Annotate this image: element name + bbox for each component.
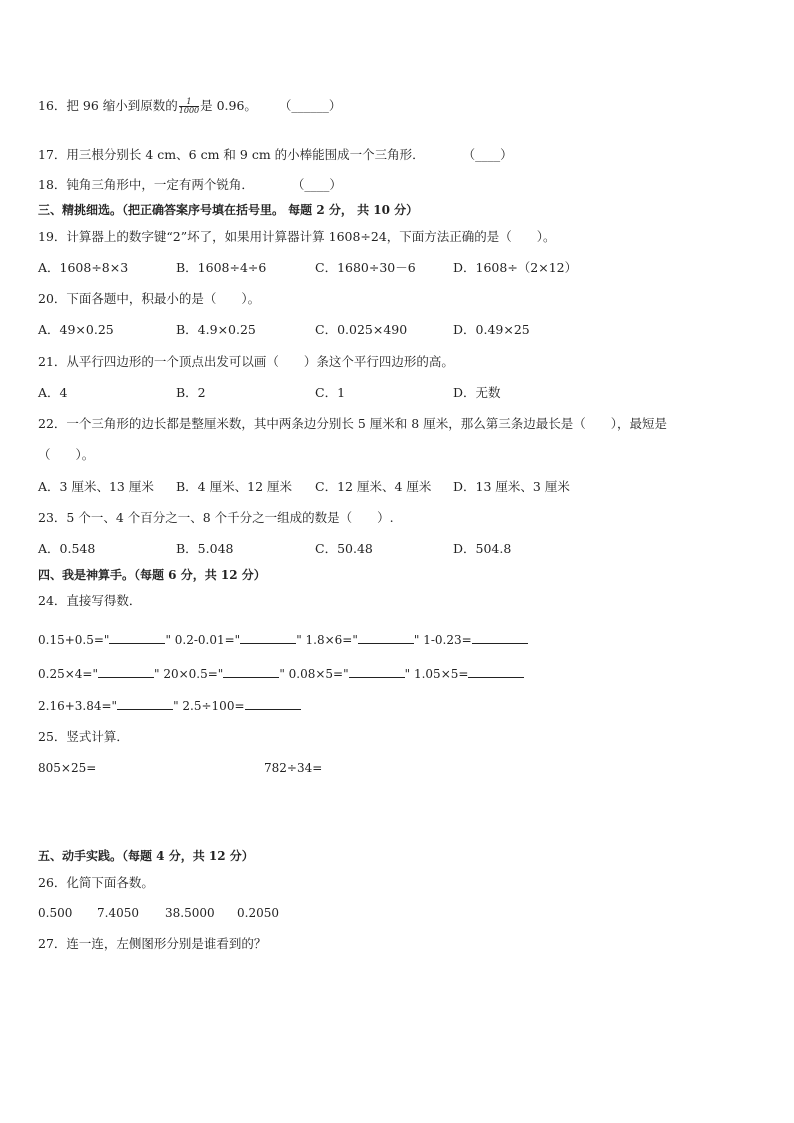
q20-option-d[interactable]: D．0.49×25: [453, 322, 530, 337]
question-19: 19．计算器上的数字键“2”坏了，如果用计算器计算 1608÷24，下面方法正确的是（ ）。: [38, 229, 556, 244]
q24-expr: " 1.8×6=": [296, 633, 358, 647]
q23-option-a[interactable]: A．0.548: [38, 541, 96, 556]
q16-text-before: 16．把 96 缩小到原数的: [38, 98, 178, 113]
fraction-denominator: 1000: [178, 106, 200, 115]
fraction-numerator: 1: [179, 98, 199, 107]
question-18: [38, 177, 342, 193]
section-4-heading: 四、我是神算手。（每题 6 分，共 12 分）: [38, 568, 266, 582]
q20-option-b[interactable]: B．4.9×0.25: [176, 322, 256, 337]
q17-text: 17．用三根分别长 4 cm、6 cm 和 9 cm 的小棒能围成一个三角形．: [38, 147, 425, 162]
question-20: 20．下面各题中，积最小的是（ ）。: [38, 291, 261, 306]
q19-option-c[interactable]: C．1680÷30－6: [315, 260, 416, 275]
question-26: 26．化简下面各数。: [38, 875, 154, 890]
q22-option-d[interactable]: D．13 厘米、3 厘米: [453, 479, 570, 494]
q21-option-d[interactable]: D．无数: [453, 385, 501, 400]
q25-left-problem: 805×25=: [38, 761, 97, 775]
answer-blank[interactable]: [223, 666, 279, 678]
fraction: [179, 98, 199, 115]
question-22: 22．一个三角形的边长都是整厘米数，其中两条边分别长 5 厘米和 8 厘米，那么第三条边最长是（ ），最短是: [38, 416, 667, 431]
answer-blank[interactable]: [468, 666, 524, 678]
q18-answer-blank[interactable]: （____）: [291, 177, 342, 192]
question-24: 24．直接写得数．: [38, 593, 142, 608]
q21-option-c[interactable]: C．1: [315, 385, 346, 400]
answer-blank[interactable]: [98, 666, 154, 678]
q24-expr: 2.16+3.84=": [38, 699, 118, 713]
q24-expr: " 20×0.5=": [153, 667, 224, 681]
q20-option-a[interactable]: A．49×0.25: [38, 322, 114, 337]
q24-row-3: [38, 698, 301, 714]
question-21: 21．从平行四边形的一个顶点出发可以画（ ）条这个平行四边形的高。: [38, 354, 454, 369]
q23-option-b[interactable]: B．5.048: [176, 541, 234, 556]
question-27: 27．连一连，左侧图形分别是谁看到的？: [38, 936, 267, 951]
q19-option-a[interactable]: A．1608÷8×3: [38, 260, 129, 275]
q18-text: 18．钝角三角形中，一定有两个锐角．: [38, 177, 254, 192]
q24-row-2: [38, 666, 524, 682]
question-23: 23．5 个一、4 个百分之一、8 个千分之一组成的数是（ ）.: [38, 510, 394, 525]
question-16: [38, 98, 341, 115]
q16-text-after: 是 0.96。: [200, 98, 257, 113]
q24-expr: " 0.2-0.01=": [165, 633, 241, 647]
q24-row-1: [38, 632, 528, 648]
question-22-continued: （ ）。: [38, 447, 95, 462]
question-25: 25．竖式计算．: [38, 729, 129, 744]
q23-option-d[interactable]: D．504.8: [453, 541, 512, 556]
answer-blank[interactable]: [109, 632, 165, 644]
q24-expr: 0.25×4=": [38, 667, 98, 681]
q26-number: 0.2050: [237, 906, 279, 920]
q22-option-c[interactable]: C．12 厘米、4 厘米: [315, 479, 432, 494]
section-3-heading: 三、精挑细选。（把正确答案序号填在括号里。 每题 2 分， 共 10 分）: [38, 203, 419, 217]
q24-expr: " 2.5÷100=: [173, 699, 245, 713]
q17-answer-blank[interactable]: （____）: [462, 147, 513, 162]
answer-blank[interactable]: [117, 698, 173, 710]
q26-number: 7.4050: [97, 906, 139, 920]
answer-blank[interactable]: [472, 632, 528, 644]
q16-answer-blank[interactable]: （______）: [278, 98, 342, 113]
q24-expr: " 1.05×5=: [404, 667, 469, 681]
section-5-heading: 五、动手实践。（每题 4 分，共 12 分）: [38, 849, 254, 863]
question-17: [38, 147, 513, 163]
q23-option-c[interactable]: C．50.48: [315, 541, 373, 556]
q21-option-b[interactable]: B．2: [176, 385, 206, 400]
q25-right-problem: 782÷34=: [264, 761, 323, 775]
q24-expr: " 1-0.23=: [413, 633, 472, 647]
answer-blank[interactable]: [240, 632, 296, 644]
answer-blank[interactable]: [245, 698, 301, 710]
q24-expr: " 0.08×5=": [279, 667, 349, 681]
q22-option-a[interactable]: A．3 厘米、13 厘米: [38, 479, 154, 494]
q22-option-b[interactable]: B．4 厘米、12 厘米: [176, 479, 292, 494]
answer-blank[interactable]: [358, 632, 414, 644]
q19-option-d[interactable]: D．1608÷（2×12）: [453, 260, 578, 275]
q24-expr: 0.15+0.5=": [38, 633, 110, 647]
q19-option-b[interactable]: B．1608÷4÷6: [176, 260, 267, 275]
q26-number: 0.500: [38, 906, 73, 920]
q26-number: 38.5000: [165, 906, 215, 920]
answer-blank[interactable]: [349, 666, 405, 678]
q20-option-c[interactable]: C．0.025×490: [315, 322, 408, 337]
q21-option-a[interactable]: A．4: [38, 385, 68, 400]
